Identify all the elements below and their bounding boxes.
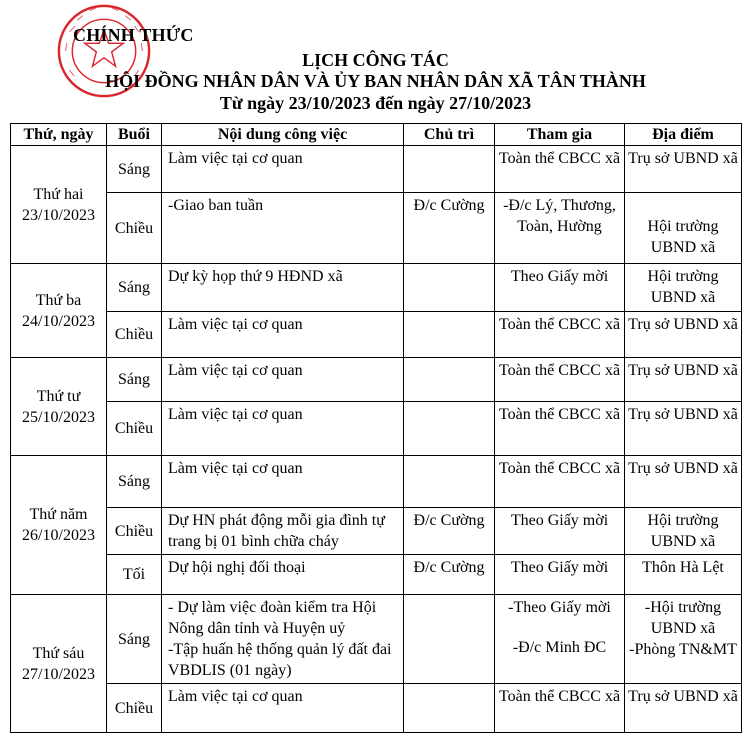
day-date: 23/10/2023 [22,206,95,224]
participants-cell: Theo Giấy mời [495,264,625,312]
content-line: -Tập huấn hệ thống quản lý đất đai VBDLIS (01 ngày) [168,641,392,679]
chair-cell [404,146,495,193]
content-cell: Dự HN phát động mỗi gia đình tự trang bị 01 bình chữa cháy [162,508,404,555]
table-row [11,264,742,312]
chair-cell: Đ/c Cường [404,508,495,555]
location-line: -Hội trường UBND xã [644,599,722,637]
schedule-title: LỊCH CÔNG TÁC [302,50,449,70]
location-cell: Trụ sở UBND xã [625,312,742,358]
date-range: Từ ngày 23/10/2023 đến ngày 27/10/2023 [219,93,532,113]
chair-cell [404,684,495,733]
session-cell: Sáng [107,456,162,508]
session-cell: Chiều [107,402,162,456]
table-row [11,402,742,456]
day-date: 26/10/2023 [22,527,95,544]
location-text: Hội trường UBND xã [647,218,719,256]
day-cell [11,264,107,358]
day-name: Thứ hai [33,185,84,203]
location-cell [625,193,742,264]
table-row [11,595,742,684]
day-cell [11,456,107,595]
session-cell: Chiều [107,508,162,555]
session-cell: Sáng [107,146,162,193]
chair-cell [404,456,495,508]
session-cell: Tối [107,555,162,595]
participants-line: -Đ/c Minh ĐC [512,639,607,656]
participants-line: -Theo Giấy mời [508,599,611,616]
table-row [11,456,742,508]
participants-cell: Toàn thể CBCC xã [495,358,625,402]
session-cell: Chiều [107,193,162,264]
location-cell: Hội trường UBND xã [625,264,742,312]
day-date: 25/10/2023 [22,408,95,426]
table-row [11,358,742,402]
table-row [11,684,742,733]
table-row [11,193,742,264]
content-cell: Làm việc tại cơ quan [162,402,404,456]
day-date: 24/10/2023 [22,312,95,330]
table-row [11,508,742,555]
content-cell: Dự hội nghị đối thoại [162,555,404,595]
col-header-day: Thứ, ngày [11,124,107,146]
session-cell: Sáng [107,264,162,312]
content-cell: Làm việc tại cơ quan [162,684,404,733]
col-header-session: Buổi [107,124,162,146]
content-cell: Làm việc tại cơ quan [162,456,404,508]
col-header-location: Địa điểm [625,124,742,146]
day-name: Thứ tư [36,387,81,405]
day-name: Thứ sáu [32,644,85,662]
location-cell: Thôn Hà Lệt [625,555,742,595]
participants-cell: Theo Giấy mời [495,508,625,555]
col-header-participants: Tham gia [495,124,625,146]
day-cell [11,358,107,456]
location-cell: Trụ sở UBND xã [625,146,742,193]
chair-cell [404,402,495,456]
col-header-content: Nội dung công việc [162,124,404,146]
table-row [11,555,742,595]
content-cell: Làm việc tại cơ quan [162,146,404,193]
content-cell [162,595,404,684]
location-cell: Trụ sở UBND xã [625,358,742,402]
day-name: Thứ năm [29,506,88,523]
day-cell [11,146,107,264]
table-row [11,146,742,193]
content-cell: Làm việc tại cơ quan [162,358,404,402]
location-cell: Hội trường UBND xã [625,508,742,555]
participants-cell: -Đ/c Lý, Thương, Toàn, Hường [495,193,625,264]
location-cell: Trụ sở UBND xã [625,684,742,733]
session-cell: Chiều [107,312,162,358]
day-date: 27/10/2023 [22,665,95,683]
organization-title: HỘI ĐỒNG NHÂN DÂN VÀ ỦY BAN NHÂN DÂN XÃ TÂN THÀNH [105,71,646,91]
participants-cell [495,595,625,684]
session-cell: Chiều [107,684,162,733]
chair-cell [404,358,495,402]
chair-cell [404,595,495,684]
official-stamp-label: CHÍNH THỨC [73,25,194,45]
participants-cell: Toàn thể CBCC xã [495,312,625,358]
chair-cell [404,264,495,312]
day-name: Thứ ba [35,291,82,309]
participants-cell: Toàn thể CBCC xã [495,146,625,193]
session-cell: Sáng [107,358,162,402]
content-cell: -Giao ban tuần [162,193,404,264]
table-row [11,312,742,358]
location-cell [625,595,742,684]
chair-cell: Đ/c Cường [404,193,495,264]
location-cell: Trụ sở UBND xã [625,456,742,508]
content-cell: Dự kỳ họp thứ 9 HĐND xã [162,264,404,312]
participants-cell: Toàn thể CBCC xã [495,402,625,456]
participants-cell: Theo Giấy mời [495,555,625,595]
content-line: - Dự làm việc đoàn kiểm tra Hội Nông dân tỉnh và Huyện uỷ [168,599,377,637]
chair-cell: Đ/c Cường [404,555,495,595]
col-header-chair: Chủ trì [404,124,495,146]
content-cell: Làm việc tại cơ quan [162,312,404,358]
chair-cell [404,312,495,358]
location-cell: Trụ sở UBND xã [625,402,742,456]
table-header-row [11,124,742,146]
participants-cell: Toàn thể CBCC xã [495,456,625,508]
schedule-table [10,123,742,733]
day-cell [11,595,107,733]
participants-cell: Toàn thể CBCC xã [495,684,625,733]
location-line: -Phòng TN&MT [629,641,737,658]
session-cell: Sáng [107,595,162,684]
